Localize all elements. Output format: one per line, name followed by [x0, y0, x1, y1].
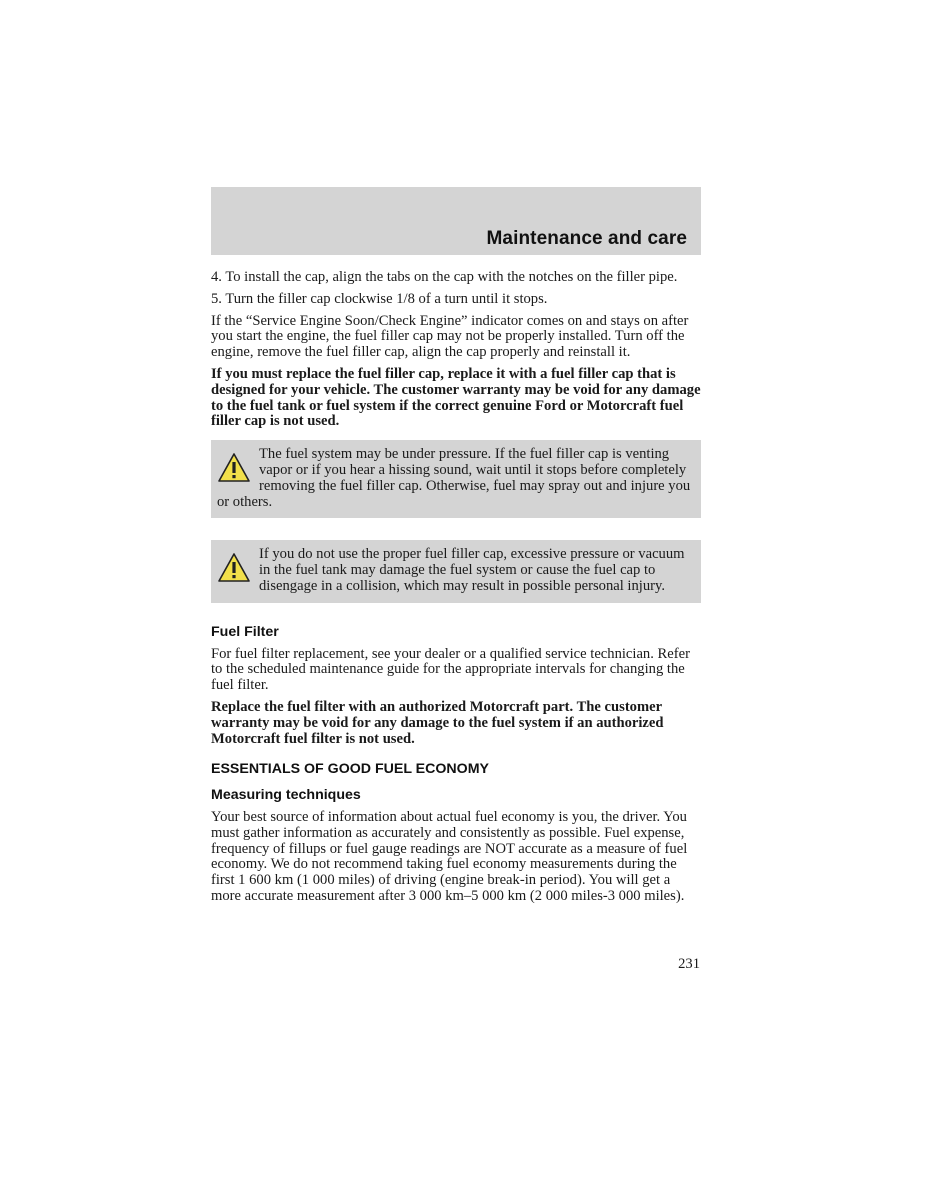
- step-5: 5. Turn the filler cap clockwise 1/8 of a turn until it stops.: [211, 290, 548, 307]
- section-title: Maintenance and care: [486, 228, 687, 249]
- warning-text-pressure: The fuel system may be under pressure. If the fuel filler cap is venting vapor or if you hear a hissing sound, wait until it stops before completely removing the fuel filler cap. Otherwise, fuel may spray out and injure you or others.: [217, 446, 691, 510]
- page-number: 231: [678, 956, 700, 972]
- measuring-techniques-body: Your best source of information about actual fuel economy is you, the driver. You must gather information as accurately and consistently as possible. Fuel expense, frequency of fillups or fuel gauge readings are NOT accurate as a measure of fuel economy. We do not recommend taking fuel economy measurements during the first 1 600 km (1 000 miles) of driving (engine break-in period). You will get a more accurate measurement after 3 000 km–5 000 km (2 000 miles-3 000 miles).: [211, 808, 688, 904]
- warning-text-proper-cap: If you do not use the proper fuel filler cap, excessive pressure or vacuum in the fuel tank may damage the fuel system or cause the fuel cap to disengage in a collision, which may result in possible personal injury.: [259, 546, 685, 594]
- warning-box-proper-cap: [211, 540, 701, 602]
- fuel-filter-note: Replace the fuel filter with an authorized Motorcraft part. The customer warranty may be void for any damage to the fuel system if an authorized Motorcraft fuel filter is not used.: [211, 698, 664, 747]
- section-header-band: [211, 187, 701, 255]
- fuel-filter-body: For fuel filter replacement, see your dealer or a qualified service technician. Refer to the scheduled maintenance guide for the appropriate intervals for changing the fuel filter.: [211, 645, 690, 694]
- replace-cap-note: If you must replace the fuel filler cap, replace it with a fuel filler cap that is designed for your vehicle. The customer warranty may be void for any damage to the fuel tank or fuel system if the correct genuine Ford or Motorcraft fuel filler cap is not used.: [211, 365, 701, 430]
- fuel-filter-heading: Fuel Filter: [211, 623, 279, 640]
- warning-triangle-icon: [217, 452, 251, 484]
- fuel-economy-heading: ESSENTIALS OF GOOD FUEL ECONOMY: [211, 761, 489, 778]
- warning-triangle-icon: [217, 552, 251, 584]
- step-4: 4. To install the cap, align the tabs on the cap with the notches on the filler pipe.: [211, 269, 678, 285]
- warning-box-pressure: [211, 440, 701, 518]
- indicator-paragraph: If the “Service Engine Soon/Check Engine” indicator comes on and stays on after you start the engine, the fuel filler cap may not be properly installed. Turn off the engine, remove the fuel filler cap, align the cap properly and reinstall it.: [211, 312, 689, 361]
- page-content: [211, 270, 701, 911]
- measuring-techniques-heading: Measuring techniques: [211, 787, 361, 804]
